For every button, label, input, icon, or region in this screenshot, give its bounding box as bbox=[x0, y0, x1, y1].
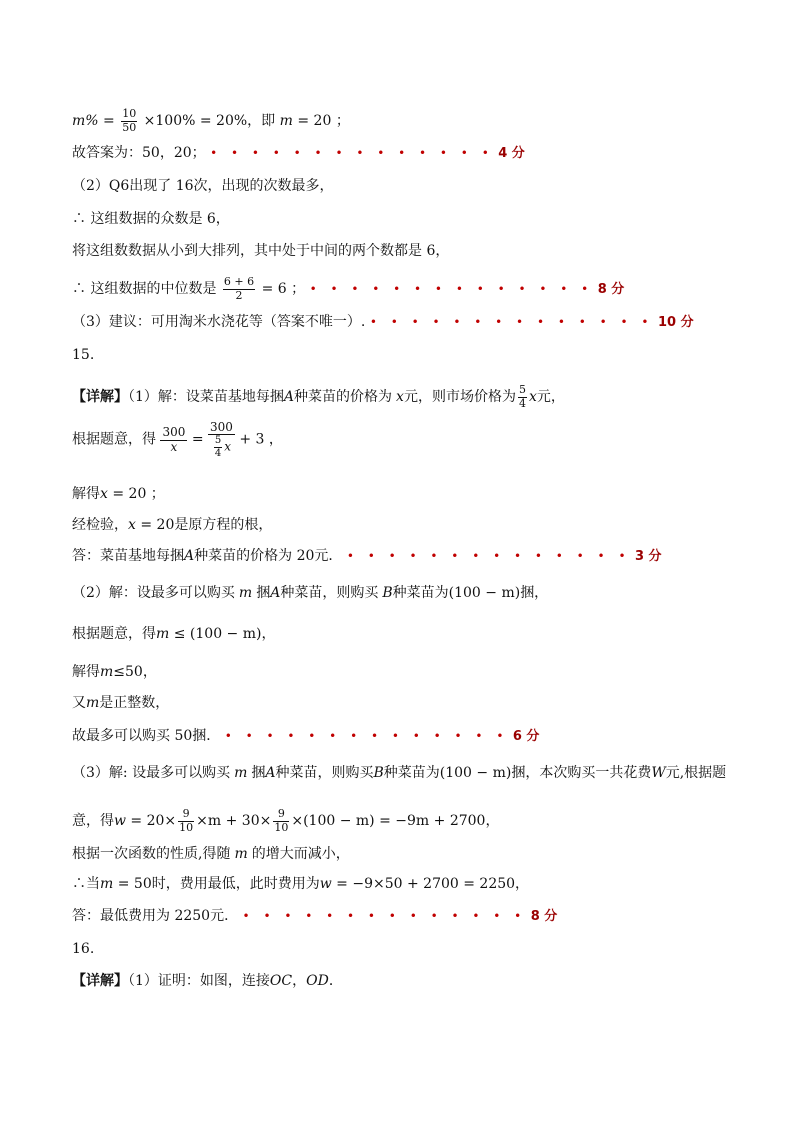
text: = 20是原方程的根， bbox=[135, 517, 273, 533]
text: m% = bbox=[72, 113, 120, 130]
line-15-2-setup bbox=[72, 586, 548, 600]
text: ∴ 这组数据的众数是 6， bbox=[72, 211, 230, 227]
line-answer-15-3 bbox=[72, 909, 557, 923]
text: （3）建议：可用淘米水浇花等（答案不唯一）. bbox=[72, 314, 366, 330]
expression: (100 − m) bbox=[439, 765, 512, 781]
detail-tag: 【详解】 bbox=[72, 973, 128, 989]
text: 根据题意，得 bbox=[72, 431, 156, 448]
line-16-1-proof bbox=[72, 974, 343, 988]
variable: W bbox=[651, 765, 666, 781]
variable: A bbox=[270, 585, 281, 601]
variable: B bbox=[382, 585, 393, 601]
text: 解得 bbox=[72, 664, 100, 680]
score-dots: • • • • • • • • • • • • • • bbox=[242, 909, 527, 923]
line-15-3-setup bbox=[72, 766, 726, 780]
text: ≤ (100 − m)， bbox=[169, 626, 276, 642]
text: 捆，本次购买一共花费 bbox=[511, 765, 652, 781]
text: ． bbox=[328, 973, 343, 989]
score-label: 10 分 bbox=[657, 315, 694, 330]
line-integer bbox=[72, 696, 169, 710]
line-verify bbox=[72, 518, 272, 532]
text: 答：菜苗基地每捆 bbox=[72, 548, 184, 564]
line-answer-15-2 bbox=[72, 729, 539, 743]
text: （2）Q6出现了 16次，出现的次数最多， bbox=[72, 178, 334, 194]
fraction: $\frac{10}{50}$ bbox=[122, 107, 137, 134]
line-min-cost bbox=[72, 877, 529, 891]
variable: OD bbox=[306, 973, 329, 989]
text: + 3 ， bbox=[239, 431, 283, 448]
line-median bbox=[72, 276, 624, 302]
text: 根据一次函数的性质,得随 bbox=[72, 846, 231, 862]
variable: m bbox=[279, 113, 293, 130]
line-mode bbox=[72, 212, 230, 226]
text: 元，则市场价格为 bbox=[403, 389, 516, 406]
line-q2-intro bbox=[72, 179, 334, 193]
variable: x bbox=[528, 389, 537, 406]
variable: A bbox=[283, 389, 295, 406]
text: 元， bbox=[536, 389, 565, 406]
line-inequality bbox=[72, 627, 275, 641]
expression: (100 − m) bbox=[448, 585, 521, 601]
text: = 20 ； bbox=[107, 486, 165, 502]
text: 种菜苗，则购买 bbox=[275, 765, 374, 781]
line-m-percent bbox=[72, 108, 350, 134]
text: ∴当 bbox=[72, 876, 100, 892]
text: 根据题意，得 bbox=[72, 626, 156, 642]
variable: m bbox=[86, 695, 100, 711]
score-dots: • • • • • • • • • • • • • • bbox=[224, 729, 509, 743]
line-answer-1 bbox=[72, 146, 525, 160]
text: 故最多可以购买 50捆． bbox=[72, 728, 221, 744]
fraction: $\frac{9}{10}$ bbox=[179, 807, 194, 834]
line-sort bbox=[72, 244, 449, 258]
text: 15. bbox=[72, 347, 95, 363]
line-15-1-equation bbox=[72, 420, 283, 459]
text: 16. bbox=[72, 941, 95, 957]
variable: A bbox=[265, 765, 276, 781]
fraction: 300 $\frac{5}{4}$ x bbox=[210, 420, 233, 459]
variable: m bbox=[234, 765, 248, 781]
text: 解得 bbox=[72, 486, 100, 502]
text: 种菜苗为 bbox=[383, 765, 440, 781]
text: 种菜苗的价格为 bbox=[294, 389, 393, 406]
variable: w bbox=[114, 813, 126, 830]
line-solve-m bbox=[72, 665, 157, 679]
score-dots: • • • • • • • • • • • • • • bbox=[210, 146, 494, 160]
variable: m bbox=[156, 626, 170, 642]
text: 答：最低费用为 2250元． bbox=[72, 908, 239, 924]
line-linear-property bbox=[72, 847, 350, 861]
variable: x bbox=[100, 486, 108, 502]
score-label: 6 分 bbox=[512, 729, 540, 744]
line-answer-15-1 bbox=[72, 549, 662, 563]
text: 种菜苗为 bbox=[392, 585, 449, 601]
text: 又 bbox=[72, 695, 86, 711]
fraction: $\frac{9}{10}$ bbox=[274, 807, 289, 834]
text: = −9×50 + 2700 = 2250， bbox=[331, 876, 530, 892]
variable: OC bbox=[269, 973, 293, 989]
score-dots: • • • • • • • • • • • • • • bbox=[346, 549, 631, 563]
fraction: $\frac{300}{x}$ bbox=[162, 425, 186, 454]
text: = 50时，费用最低，此时费用为 bbox=[113, 876, 320, 892]
text: 的增大而减小， bbox=[251, 846, 350, 862]
line-solve-x bbox=[72, 487, 165, 501]
variable: x bbox=[396, 389, 404, 406]
variable: m bbox=[238, 585, 253, 601]
text: 种菜苗的价格为 20元． bbox=[194, 548, 343, 564]
score-label: 8 分 bbox=[597, 282, 625, 298]
text: 捆 bbox=[256, 585, 271, 601]
text: = bbox=[191, 431, 208, 448]
text: （1）解：设菜苗基地每捆 bbox=[128, 389, 284, 406]
text: = 20 ； bbox=[297, 113, 350, 130]
text: 是正整数， bbox=[99, 695, 170, 711]
detail-tag: 【详解】 bbox=[72, 389, 128, 406]
text: 捆， bbox=[520, 585, 549, 601]
score-label: 8 分 bbox=[530, 909, 558, 924]
variable: B bbox=[373, 765, 384, 781]
text: ≤50， bbox=[113, 664, 157, 680]
fraction: $\frac{6 + 6}{2}$ bbox=[223, 275, 255, 302]
score-label: 4 分 bbox=[498, 146, 525, 161]
variable: x bbox=[128, 517, 136, 533]
text: （3）解: 设最多可以购买 bbox=[72, 765, 231, 781]
text: 将这组数数据从小到大排列，其中处于中间的两个数都是 6， bbox=[72, 243, 450, 259]
text: ×100% = 20%，即 bbox=[143, 113, 276, 130]
text: 意，得 bbox=[72, 813, 114, 830]
text: 种菜苗，则购买 bbox=[280, 585, 379, 601]
score-dots: • • • • • • • • • • • • • • bbox=[369, 315, 654, 329]
text: 元,根据题 bbox=[665, 765, 727, 781]
text: 故答案为：50，20； bbox=[72, 145, 206, 161]
text: ， bbox=[292, 973, 307, 989]
text: ×(100 − m) = −9m + 2700， bbox=[291, 813, 500, 830]
line-suggestion bbox=[72, 315, 694, 329]
text: ∴ 这组数据的中位数是 bbox=[72, 281, 217, 298]
score-dots: • • • • • • • • • • • • • • bbox=[309, 282, 594, 297]
variable: m bbox=[100, 664, 114, 680]
line-15-1-setup bbox=[72, 384, 565, 410]
question-number-16 bbox=[72, 942, 94, 956]
question-number-15 bbox=[72, 348, 94, 362]
variable: m bbox=[100, 876, 114, 892]
text: （1）证明：如图，连接 bbox=[128, 973, 270, 989]
text: （2）解：设最多可以购买 bbox=[72, 585, 235, 601]
line-cost-function bbox=[72, 808, 499, 834]
fraction: $\frac{5}{4}$ bbox=[518, 383, 526, 410]
text: 捆 bbox=[251, 765, 266, 781]
variable: w bbox=[319, 876, 332, 892]
text: 经检验， bbox=[72, 517, 128, 533]
text: = 20× bbox=[125, 813, 177, 830]
variable: A bbox=[184, 548, 195, 564]
text: = 6 ； bbox=[261, 281, 306, 298]
variable: m bbox=[234, 846, 248, 862]
score-label: 3 分 bbox=[634, 549, 662, 564]
text: ×m + 30× bbox=[196, 813, 272, 830]
